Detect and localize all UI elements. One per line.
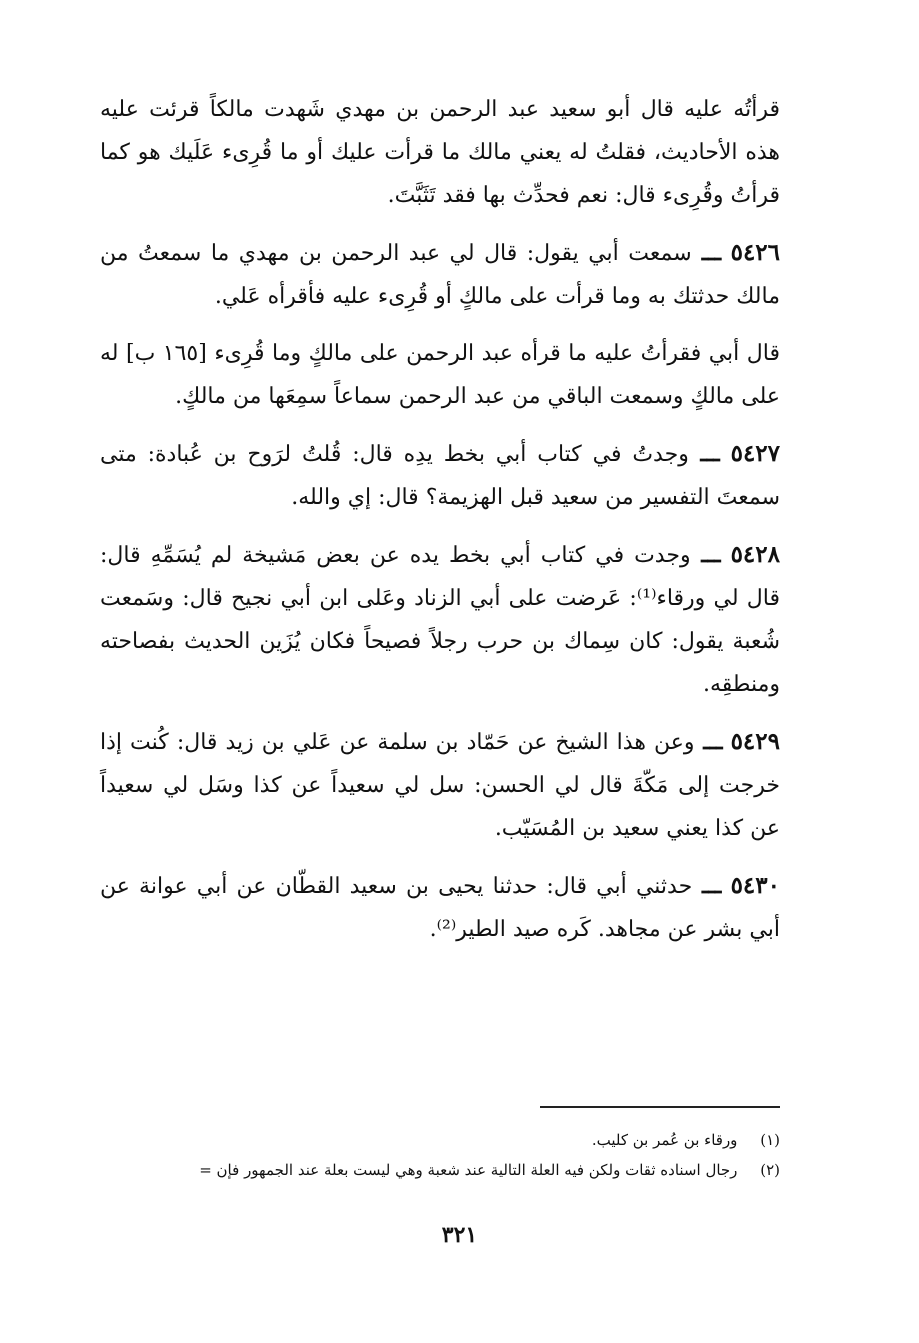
footnote-mark: (٢) xyxy=(760,1161,780,1179)
footnote-text: رجال اسناده ثقات ولكن فيه العلة التالية عند شعبة وهي ليست بعلة عند الجمهور فإن = xyxy=(199,1161,738,1179)
paragraph-5427 xyxy=(100,432,780,519)
paragraph-text: وعن هذا الشيخ عن حَمّاد بن سلمة عن عَلي بن زيد قال: كُنت إذا خرجت إلى مَكّةَ قال لي الحسن: سل لي سعيداً عن كذا وسَل لي سعيداً عن كذا يعني سعيد بن المُسَيّب. xyxy=(100,730,780,841)
footnotes xyxy=(100,1125,780,1185)
paragraph-5426 xyxy=(100,231,780,318)
footnote-text: ورقاء بن عُمر بن كليب. xyxy=(591,1131,738,1149)
paragraph-number: ٥٤٢٧ xyxy=(730,440,781,467)
paragraph-number: ٥٤٢٨ xyxy=(730,541,780,568)
paragraph-dash: ـــ xyxy=(688,441,720,467)
paragraph-text: قرأتُه عليه قال أبو سعيد عبد الرحمن بن مهدي شَهدت مالكاً قرئت عليه هذه الأحاديث، فقلتُ له يعني مالك ما قرأت عليك أو ما قُرِىء عَلَيك هو كما قرأتُ وقُرِىء قال: نعم فحدِّث بها فقد تَثَبَّتَ. xyxy=(100,97,780,208)
paragraph-text: وجدتُ في كتاب أبي بخط يدِه قال: قُلتُ لرَوح بن عُبادة: متى سمعتَ التفسير من سعيد قبل الهزيمة؟ قال: إي والله. xyxy=(100,442,780,510)
paragraph-dash: ـــ xyxy=(694,729,723,755)
paragraph-text: قال أبي فقرأتُ عليه ما قرأه عبد الرحمن على مالكٍ وما قُرِىء [١٦٥ ب] له على مالكٍ وسمعت الباقي من عبد الرحمن سماعاً سمِعَها من مالكٍ. xyxy=(100,341,780,409)
paragraph-number: ٥٤٢٦ xyxy=(730,239,781,266)
footnote-1 xyxy=(100,1125,780,1155)
paragraph-5428 xyxy=(100,533,780,706)
paragraph-text: سمعت أبي يقول: قال لي عبد الرحمن بن مهدي ما سمعتُ من مالك حدثتك به وما قرأت على مالكٍ أو قُرِىء عليه فأقرأه عَلي. xyxy=(100,241,780,309)
page-number: ٣٢١ xyxy=(441,1222,478,1248)
paragraph-intro xyxy=(100,88,780,217)
main-text xyxy=(100,88,780,965)
paragraph-number: ٥٤٣٠ xyxy=(730,872,780,899)
paragraph-continuation xyxy=(100,332,780,418)
paragraph-dash: ـــ xyxy=(690,542,721,568)
footnote-divider xyxy=(540,1106,780,1108)
paragraph-number: ٥٤٢٩ xyxy=(730,728,780,755)
paragraph-5430 xyxy=(100,864,780,951)
paragraph-text: وجدت في كتاب أبي بخط يده عن بعض مَشيخة لم يُسَمِّهِ قال: قال لي ورقاء⁽¹⁾: عَرضت على أبي الزناد وعَلى ابن أبي نجيح قال: وسَمعت شُعبة يقول: كان سِماك بن حرب رجلاً فصيحاً فكان يُزَين الحديث بفصاحته ومنطقِه. xyxy=(100,543,780,697)
footnote-2 xyxy=(100,1155,780,1185)
paragraph-dash: ـــ xyxy=(692,873,722,899)
paragraph-text: حدثني أبي قال: حدثنا يحيى بن سعيد القطّان عن أبي عوانة عن أبي بشر عن مجاهد. كَره صيد الطير⁽²⁾. xyxy=(100,874,780,942)
footnote-mark: (١) xyxy=(760,1131,780,1149)
paragraph-5429 xyxy=(100,720,780,850)
paragraph-dash: ـــ xyxy=(691,240,722,266)
